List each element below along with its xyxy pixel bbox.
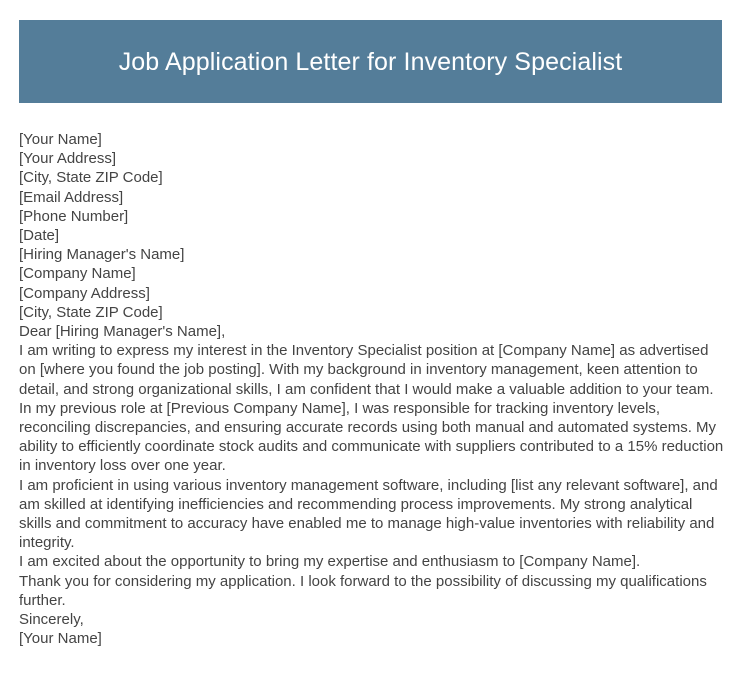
letter-line: [Phone Number] — [19, 207, 129, 225]
letter-body — [19, 130, 725, 648]
letter-line: [Hiring Manager's Name] — [19, 246, 185, 264]
letter-paragraph: In my previous role at [Previous Company Name], I was responsible for tracking inventory levels, reconciling discrepancies, and ensuring accurate records using both manual and automated systems. My ability to efficiently coordinate stock audits and communicate with suppliers contributed to a 15% reduction in inventory loss over one year. — [19, 399, 724, 475]
letter-salutation: Dear [Hiring Manager's Name], — [19, 323, 226, 341]
letter-line: [Company Address] — [19, 284, 150, 302]
letter-line: [City, State ZIP Code] — [19, 303, 163, 321]
letter-signature: [Your Name] — [19, 630, 102, 648]
letter-line: [Date] — [19, 227, 60, 245]
letter-line: [Email Address] — [19, 188, 124, 206]
letter-paragraph: Thank you for considering my application. I look forward to the possibility of discussing my qualifications further. — [19, 572, 707, 609]
letter-closing: Sincerely, — [19, 611, 84, 629]
document-header-banner — [19, 20, 722, 103]
letter-line: [Your Address] — [19, 150, 117, 168]
letter-line: [Company Name] — [19, 265, 136, 283]
letter-line: [Your Name] — [19, 131, 102, 148]
page-title: Job Application Letter for Inventory Specialist — [118, 47, 623, 76]
letter-paragraph: I am proficient in using various inventory management software, including [list any relevant software], and am skilled at identifying inefficiencies and recommending process improvements. My strong analytical skills and commitment to accuracy have enabled me to manage high-value inventories with reliability and integrity. — [19, 476, 718, 552]
letter-paragraph: I am writing to express my interest in the Inventory Specialist position at [Company Name] as advertised on [where you found the job posting]. With my background in inventory management, keen attention to detail, and strong organizational skills, I am confident that I would make a valuable addition to your team. — [19, 342, 714, 398]
letter-line: [City, State ZIP Code] — [19, 169, 163, 187]
letter-paragraph: I am excited about the opportunity to bring my expertise and enthusiasm to [Company Name]. — [19, 553, 641, 571]
